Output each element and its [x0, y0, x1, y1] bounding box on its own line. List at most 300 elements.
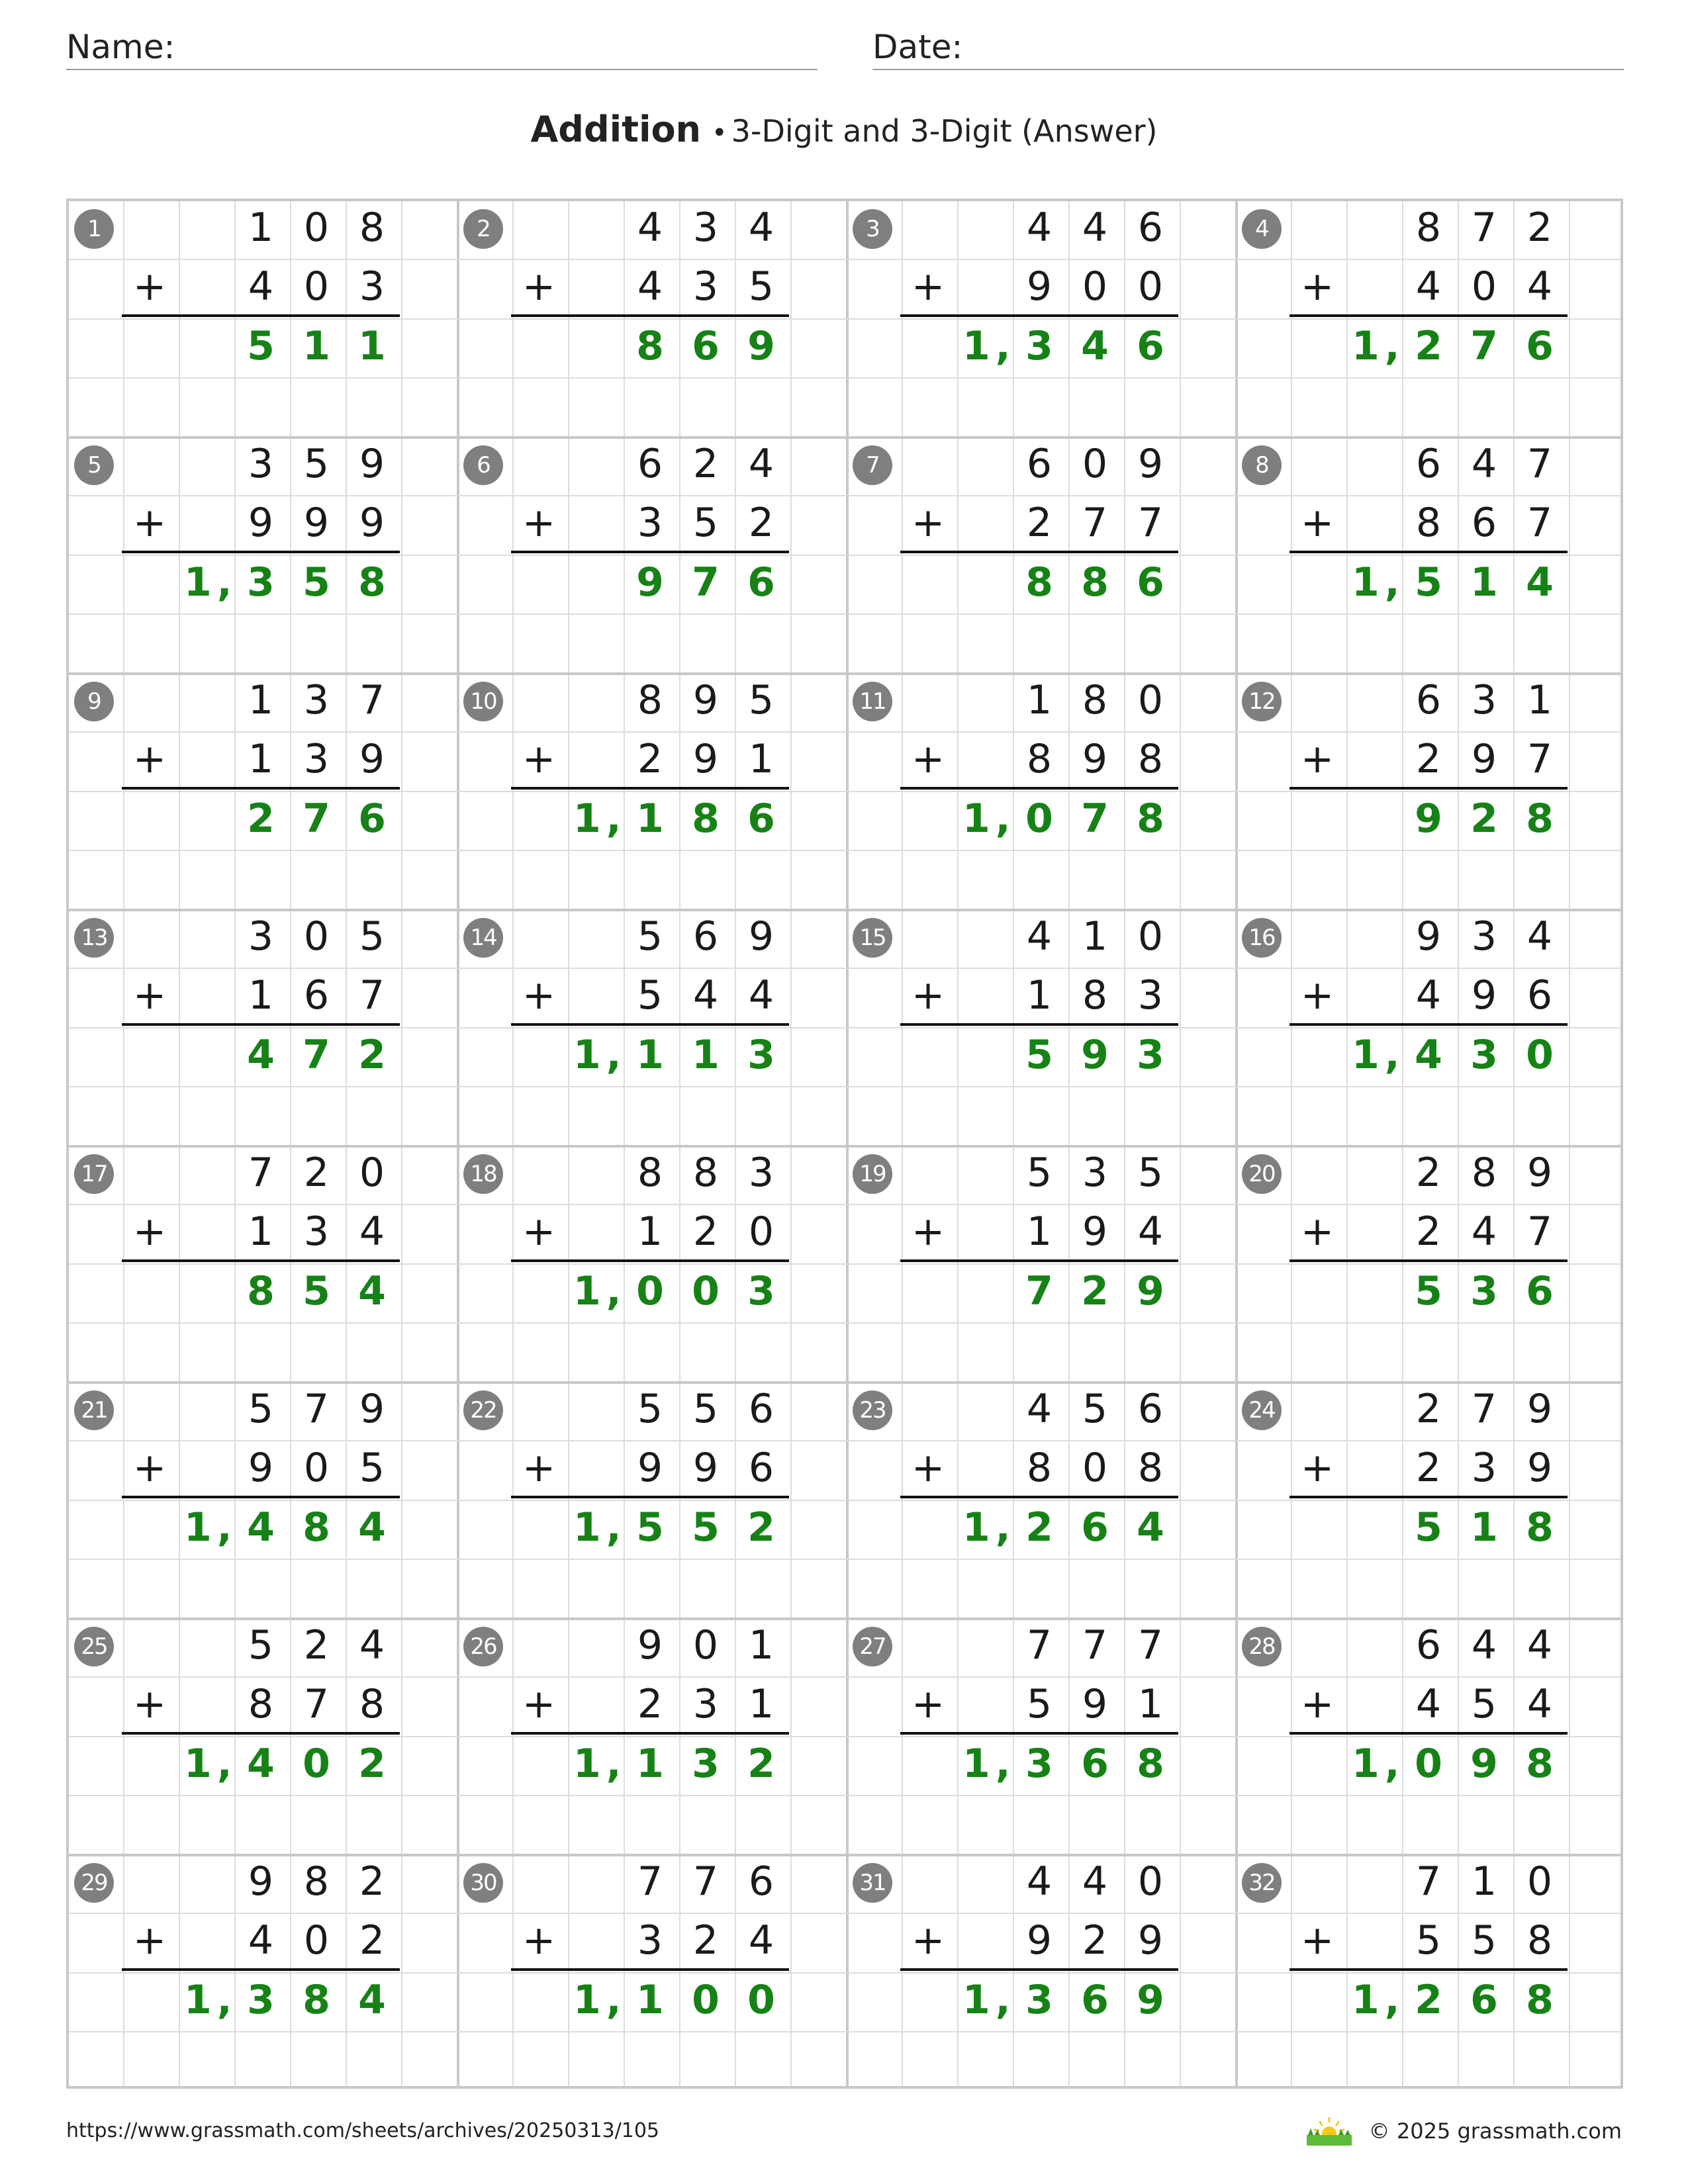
addend-digit: 2: [1082, 1917, 1108, 1964]
plus-sign: +: [1300, 1445, 1335, 1491]
problem-17: [66, 1144, 455, 1380]
addend-digit: 0: [1137, 677, 1164, 723]
answer-digit: 2: [1470, 795, 1498, 842]
addend-digit: 0: [748, 1208, 774, 1255]
addend-digit: 9: [1526, 1150, 1553, 1196]
problem-21: [66, 1380, 455, 1616]
answer-digit: 8: [1137, 1740, 1164, 1787]
answer-digit: 4: [358, 1504, 386, 1551]
page-title: [0, 106, 1688, 157]
problem-number-badge: 1: [74, 209, 114, 249]
addend-digit: 3: [1471, 677, 1497, 723]
problem-number-badge: 18: [463, 1154, 503, 1194]
answer-digit: 6: [747, 795, 775, 842]
addend-digit: 3: [692, 263, 719, 310]
answer-digit: 3: [247, 1976, 275, 2023]
answer-digit: 0: [303, 1740, 330, 1787]
addend-digit: 1: [248, 205, 274, 251]
addend-digit: 9: [748, 913, 774, 960]
addend-digit: 4: [1082, 1858, 1108, 1905]
problem-7: [845, 435, 1234, 671]
answer-digit: 8: [358, 559, 386, 606]
addend-digit: 6: [1137, 205, 1164, 251]
plus-sign: +: [522, 500, 556, 546]
addend-digit: 1: [1026, 972, 1053, 1019]
problem-number-badge: 26: [463, 1627, 503, 1666]
problem-number-badge: 19: [853, 1154, 892, 1194]
answer-digit: 8: [247, 1267, 275, 1314]
problem-31: [845, 1852, 1234, 2089]
addend-digit: 9: [303, 500, 330, 547]
answer-digit: 5: [303, 559, 330, 606]
addend-digit: 6: [748, 1386, 774, 1432]
answer-digit: 1: [692, 1031, 720, 1078]
problem-number-badge: 6: [463, 445, 503, 485]
addend-digit: 2: [359, 1917, 385, 1964]
plus-sign: +: [132, 736, 167, 782]
addend-digit: 8: [1415, 205, 1442, 251]
answer-digit: 8: [1526, 1740, 1554, 1787]
plus-sign: +: [1300, 736, 1335, 782]
answer-digit: 1: [303, 322, 330, 369]
addend-digit: 8: [248, 1681, 274, 1728]
addend-digit: 1: [748, 1681, 774, 1728]
addend-digit: 0: [1137, 1858, 1164, 1905]
answer-digit: 6: [1081, 1504, 1109, 1551]
addend-digit: 4: [1082, 205, 1108, 251]
problem-14: [455, 907, 845, 1144]
addend-digit: 8: [359, 205, 385, 251]
addend-digit: 8: [637, 677, 663, 723]
problem-18: [455, 1144, 845, 1380]
problem-23: [845, 1380, 1234, 1616]
addend-digit: 4: [248, 263, 274, 310]
addend-digit: 9: [1026, 1917, 1053, 1964]
addend-digit: 2: [1026, 500, 1053, 547]
answer-digit: 8: [303, 1976, 330, 2023]
answer-digit: 1: [636, 1976, 664, 2023]
answer-digit: 5: [692, 1504, 720, 1551]
addend-digit: 8: [359, 1681, 385, 1728]
addend-digit: 4: [1471, 1622, 1497, 1668]
answer-digit: 1,: [184, 1740, 238, 1787]
addend-digit: 9: [248, 500, 274, 547]
problem-6: [455, 435, 845, 671]
answer-digit: 7: [1470, 322, 1498, 369]
addend-digit: 3: [359, 263, 385, 310]
addend-digit: 9: [359, 736, 385, 783]
addend-digit: 9: [1082, 1681, 1108, 1728]
answer-digit: 7: [1025, 1267, 1053, 1314]
addend-digit: 4: [1026, 205, 1053, 251]
answer-digit: 7: [303, 1031, 330, 1078]
problem-number-badge: 7: [853, 445, 892, 485]
answer-digit: 3: [1470, 1031, 1498, 1078]
answer-digit: 0: [692, 1267, 720, 1314]
answer-digit: 0: [1526, 1031, 1554, 1078]
addend-digit: 7: [1471, 1386, 1497, 1432]
addend-digit: 4: [1415, 263, 1442, 310]
name-field: [66, 24, 818, 70]
problem-number-badge: 12: [1242, 682, 1282, 721]
addend-digit: 8: [1082, 677, 1108, 723]
addend-digit: 8: [1137, 1445, 1164, 1492]
addend-digit: 4: [748, 441, 774, 487]
problem-number-badge: 2: [463, 209, 503, 249]
addend-digit: 4: [1026, 913, 1053, 960]
addend-digit: 4: [359, 1622, 385, 1668]
answer-digit: 9: [1081, 1031, 1109, 1078]
answer-digit: 1: [636, 1740, 664, 1787]
problem-number-badge: 21: [74, 1390, 114, 1430]
plus-sign: +: [522, 1208, 556, 1255]
title-subtitle: 3-Digit and 3-Digit (Answer): [731, 113, 1158, 149]
addend-digit: 2: [1526, 205, 1553, 251]
answer-digit: 1,: [1352, 1031, 1405, 1078]
answer-digit: 1,: [1352, 322, 1405, 369]
answer-digit: 1,: [962, 1504, 1016, 1551]
answer-digit: 2: [1081, 1267, 1109, 1314]
answer-digit: 7: [303, 795, 330, 842]
addend-digit: 8: [1137, 736, 1164, 783]
plus-sign: +: [132, 1445, 167, 1491]
answer-digit: 1,: [1352, 1740, 1405, 1787]
addend-digit: 3: [1471, 913, 1497, 960]
answer-digit: 6: [1081, 1976, 1109, 2023]
addend-digit: 1: [1471, 1858, 1497, 1905]
addend-digit: 5: [359, 913, 385, 960]
problem-24: [1234, 1380, 1623, 1616]
answer-digit: 2: [1415, 1976, 1442, 2023]
addend-digit: 9: [1526, 1445, 1553, 1492]
addend-digit: 6: [303, 972, 330, 1019]
addend-digit: 8: [303, 1858, 330, 1905]
problem-number-badge: 5: [74, 445, 114, 485]
problem-3: [845, 199, 1234, 435]
addend-digit: 4: [1526, 1622, 1553, 1668]
answer-digit: 5: [1025, 1031, 1053, 1078]
plus-sign: +: [132, 500, 167, 546]
plus-sign: +: [911, 1681, 945, 1727]
addend-digit: 9: [692, 736, 719, 783]
answer-digit: 1,: [1352, 559, 1405, 606]
answer-digit: 8: [1526, 1504, 1554, 1551]
problem-number-badge: 31: [853, 1863, 892, 1903]
problem-29: [66, 1852, 455, 2089]
plus-sign: +: [1300, 1917, 1335, 1964]
problem-number-badge: 13: [74, 918, 114, 958]
problem-number-badge: 28: [1242, 1627, 1282, 1666]
problem-10: [455, 671, 845, 907]
addend-digit: 0: [1082, 441, 1108, 487]
problem-13: [66, 907, 455, 1144]
addend-digit: 6: [637, 441, 663, 487]
addend-digit: 5: [1026, 1681, 1053, 1728]
answer-digit: 9: [1137, 1976, 1164, 2023]
title-separator: •: [712, 118, 727, 148]
addend-digit: 1: [248, 972, 274, 1019]
answer-digit: 5: [1415, 1267, 1442, 1314]
problem-22: [455, 1380, 845, 1616]
plus-sign: +: [522, 736, 556, 782]
addend-digit: 6: [1415, 441, 1442, 487]
answer-digit: 6: [1081, 1740, 1109, 1787]
problem-20: [1234, 1144, 1623, 1380]
addend-digit: 5: [1471, 1681, 1497, 1728]
addend-digit: 5: [748, 263, 774, 310]
addend-digit: 7: [248, 1150, 274, 1196]
addend-digit: 5: [1415, 1917, 1442, 1964]
answer-digit: 3: [247, 559, 275, 606]
answer-digit: 8: [692, 795, 720, 842]
answer-digit: 7: [692, 559, 720, 606]
addend-digit: 1: [748, 736, 774, 783]
addend-digit: 0: [1082, 1445, 1108, 1492]
plus-sign: +: [911, 1208, 945, 1255]
answer-digit: 1: [636, 795, 664, 842]
footer-brand: [1304, 2115, 1622, 2147]
problem-number-badge: 9: [74, 682, 114, 721]
problem-number-badge: 24: [1242, 1390, 1282, 1430]
addend-digit: 8: [1415, 500, 1442, 547]
addend-digit: 8: [1026, 736, 1053, 783]
addend-digit: 8: [1526, 1917, 1553, 1964]
addend-digit: 6: [748, 1445, 774, 1492]
plus-sign: +: [1300, 263, 1335, 310]
addend-digit: 7: [692, 1858, 719, 1905]
answer-digit: 3: [692, 1740, 720, 1787]
addend-digit: 4: [1526, 1681, 1553, 1728]
addend-digit: 3: [1137, 972, 1164, 1019]
plus-sign: +: [522, 1917, 556, 1964]
addend-digit: 7: [1082, 1622, 1108, 1668]
problem-5: [66, 435, 455, 671]
answer-digit: 6: [1470, 1976, 1498, 2023]
addend-digit: 3: [637, 1917, 663, 1964]
plus-sign: +: [911, 736, 945, 782]
answer-digit: 1: [1470, 1504, 1498, 1551]
answer-digit: 1,: [184, 1976, 238, 2023]
addend-digit: 2: [1415, 1208, 1442, 1255]
problem-27: [845, 1616, 1234, 1852]
plus-sign: +: [911, 972, 945, 1019]
addend-digit: 5: [692, 1386, 719, 1432]
title-main: Addition: [530, 109, 701, 150]
addend-digit: 9: [359, 441, 385, 487]
addend-digit: 0: [1137, 913, 1164, 960]
answer-digit: 6: [692, 322, 720, 369]
problem-19: [845, 1144, 1234, 1380]
problem-number-badge: 16: [1242, 918, 1282, 958]
addend-digit: 9: [1471, 736, 1497, 783]
addend-digit: 6: [1026, 441, 1053, 487]
plus-sign: +: [132, 1917, 167, 1964]
addend-digit: 3: [248, 913, 274, 960]
addend-digit: 9: [1415, 913, 1442, 960]
addend-digit: 1: [248, 677, 274, 723]
addend-digit: 9: [1137, 441, 1164, 487]
problem-28: [1234, 1616, 1623, 1852]
addend-digit: 5: [748, 677, 774, 723]
answer-digit: 8: [1526, 1976, 1554, 2023]
plus-sign: +: [522, 263, 556, 310]
problem-11: [845, 671, 1234, 907]
answer-digit: 2: [1415, 322, 1442, 369]
plus-sign: +: [1300, 972, 1335, 1019]
plus-sign: +: [522, 1445, 556, 1491]
answer-digit: 8: [1081, 559, 1109, 606]
addend-digit: 5: [692, 500, 719, 547]
addend-digit: 3: [692, 1681, 719, 1728]
answer-digit: 1: [636, 1031, 664, 1078]
addend-digit: 9: [359, 1386, 385, 1432]
problem-1: [66, 199, 455, 435]
addend-digit: 5: [359, 1445, 385, 1492]
answer-digit: 0: [1025, 795, 1053, 842]
addend-digit: 9: [248, 1858, 274, 1905]
addend-digit: 7: [1415, 1858, 1442, 1905]
addend-digit: 9: [1471, 972, 1497, 1019]
addend-digit: 3: [303, 736, 330, 783]
answer-digit: 1,: [184, 559, 238, 606]
addend-digit: 2: [1415, 736, 1442, 783]
problem-number-badge: 10: [463, 682, 503, 721]
addend-digit: 6: [748, 1858, 774, 1905]
addend-digit: 9: [1082, 736, 1108, 783]
answer-digit: 5: [636, 1504, 664, 1551]
problem-15: [845, 907, 1234, 1144]
answer-digit: 3: [1470, 1267, 1498, 1314]
addend-digit: 7: [1137, 500, 1164, 547]
answer-digit: 2: [1025, 1504, 1053, 1551]
addend-digit: 4: [1471, 1208, 1497, 1255]
addend-digit: 2: [1415, 1150, 1442, 1196]
problem-number-badge: 17: [74, 1154, 114, 1194]
addend-digit: 9: [1137, 1917, 1164, 1964]
addend-digit: 4: [1471, 441, 1497, 487]
addend-digit: 4: [359, 1208, 385, 1255]
answer-digit: 1,: [573, 1740, 627, 1787]
answer-digit: 2: [747, 1504, 775, 1551]
answer-digit: 1,: [573, 1031, 627, 1078]
addend-digit: 9: [1526, 1386, 1553, 1432]
addend-digit: 0: [303, 1445, 330, 1492]
addend-digit: 9: [637, 1622, 663, 1668]
addend-digit: 9: [359, 500, 385, 547]
addend-digit: 1: [248, 736, 274, 783]
answer-digit: 4: [247, 1740, 275, 1787]
answer-digit: 4: [1526, 559, 1554, 606]
plus-sign: +: [132, 972, 167, 1019]
plus-sign: +: [911, 500, 945, 546]
answer-digit: 9: [1415, 795, 1442, 842]
name-line: [66, 69, 818, 70]
addend-digit: 2: [637, 1681, 663, 1728]
problem-2: [455, 199, 845, 435]
addend-digit: 5: [637, 1386, 663, 1432]
plus-sign: +: [1300, 500, 1335, 546]
addend-digit: 9: [1082, 1208, 1108, 1255]
answer-digit: 3: [1137, 1031, 1164, 1078]
problem-number-badge: 27: [853, 1627, 892, 1666]
copyright-text: © 2025 grassmath.com: [1368, 2118, 1622, 2144]
answer-digit: 4: [358, 1267, 386, 1314]
addend-digit: 4: [748, 1917, 774, 1964]
addend-digit: 2: [1415, 1386, 1442, 1432]
answer-digit: 1,: [962, 795, 1016, 842]
addend-digit: 7: [1137, 1622, 1164, 1668]
answer-digit: 4: [358, 1976, 386, 2023]
addend-digit: 7: [1471, 205, 1497, 251]
plus-sign: +: [911, 1445, 945, 1491]
problem-number-badge: 22: [463, 1390, 503, 1430]
addend-digit: 2: [692, 1917, 719, 1964]
answer-digit: 8: [1526, 795, 1554, 842]
addend-digit: 7: [359, 972, 385, 1019]
answer-digit: 6: [1526, 322, 1554, 369]
answer-digit: 8: [636, 322, 664, 369]
problem-16: [1234, 907, 1623, 1144]
answer-digit: 2: [747, 1740, 775, 1787]
name-label: Name:: [66, 28, 175, 66]
answer-digit: 0: [636, 1267, 664, 1314]
addend-digit: 7: [1026, 1622, 1053, 1668]
problem-number-badge: 8: [1242, 445, 1282, 485]
answer-digit: 9: [747, 322, 775, 369]
addend-digit: 0: [1526, 1858, 1553, 1905]
addend-digit: 0: [359, 1150, 385, 1196]
addend-digit: 7: [1526, 441, 1553, 487]
addend-digit: 3: [1471, 1445, 1497, 1492]
addend-digit: 1: [1026, 1208, 1053, 1255]
addend-digit: 7: [1526, 736, 1553, 783]
answer-digit: 8: [1025, 559, 1053, 606]
problem-number-badge: 30: [463, 1863, 503, 1903]
addend-digit: 2: [637, 736, 663, 783]
answer-digit: 1,: [184, 1504, 238, 1551]
addend-digit: 5: [1082, 1386, 1108, 1432]
addend-digit: 6: [1415, 1622, 1442, 1668]
addend-digit: 4: [637, 205, 663, 251]
addend-digit: 9: [692, 1445, 719, 1492]
worksheet-grid: [66, 199, 1623, 2089]
answer-digit: 4: [1137, 1504, 1164, 1551]
answer-digit: 1,: [962, 1976, 1016, 2023]
plus-sign: +: [911, 263, 945, 310]
addend-digit: 8: [1082, 972, 1108, 1019]
answer-digit: 1,: [962, 322, 1016, 369]
answer-digit: 4: [247, 1031, 275, 1078]
addend-digit: 7: [303, 1386, 330, 1432]
addend-digit: 6: [692, 913, 719, 960]
plus-sign: +: [522, 1681, 556, 1727]
addend-digit: 3: [303, 677, 330, 723]
addend-digit: 0: [1082, 263, 1108, 310]
answer-digit: 1: [358, 322, 386, 369]
problem-number-badge: 4: [1242, 209, 1282, 249]
answer-digit: 1,: [573, 1504, 627, 1551]
addend-digit: 4: [1026, 1386, 1053, 1432]
addend-digit: 1: [248, 1208, 274, 1255]
addend-digit: 0: [303, 263, 330, 310]
answer-digit: 1: [1470, 559, 1498, 606]
answer-digit: 8: [1137, 795, 1164, 842]
addend-digit: 4: [637, 263, 663, 310]
answer-digit: 9: [1470, 1740, 1498, 1787]
addend-digit: 6: [1526, 972, 1553, 1019]
addend-digit: 3: [637, 500, 663, 547]
addend-digit: 3: [248, 441, 274, 487]
